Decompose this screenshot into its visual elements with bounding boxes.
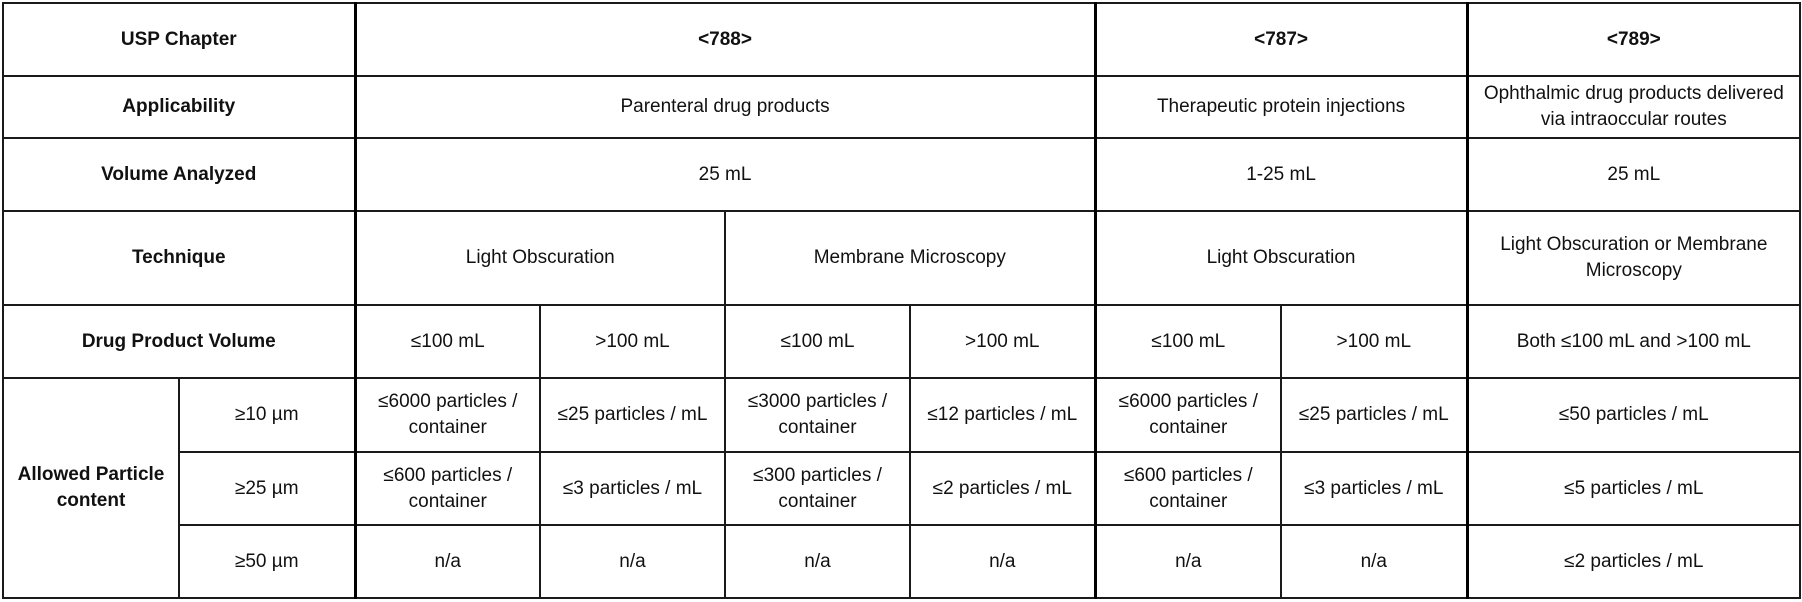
limit-788-lo-le100-10um: ≤6000 particles / container (355, 378, 540, 452)
limit-788-mm-gt100-50um: n/a (910, 525, 1095, 598)
volume-analyzed-789: 25 mL (1467, 138, 1800, 211)
chapter-789: <789> (1467, 3, 1800, 76)
dpv-788-mm-gt100: >100 mL (910, 305, 1095, 378)
limit-788-mm-gt100-10um: ≤12 particles / mL (910, 378, 1095, 452)
technique-788-membrane-microscopy: Membrane Microscopy (725, 211, 1095, 305)
applicability-789: Ophthalmic drug products delivered via intraoccular routes (1467, 76, 1800, 138)
allowed-particle-content-header: Allowed Particle content (3, 378, 179, 598)
particle-row-50um (3, 525, 1800, 598)
limit-787-gt100-10um: ≤25 particles / mL (1281, 378, 1467, 452)
particle-row-10um (3, 378, 1800, 452)
particle-size-10um: ≥10 µm (179, 378, 355, 452)
applicability-header: Applicability (3, 76, 355, 138)
technique-788-light-obscuration: Light Obscuration (355, 211, 725, 305)
volume-analyzed-788: 25 mL (355, 138, 1095, 211)
limit-789-10um: ≤50 particles / mL (1467, 378, 1800, 452)
technique-789: Light Obscuration or Membrane Microscopy (1467, 211, 1800, 305)
drug-product-volume-row (3, 305, 1800, 378)
chapter-788: <788> (355, 3, 1095, 76)
particle-size-50um: ≥50 µm (179, 525, 355, 598)
applicability-788: Parenteral drug products (355, 76, 1095, 138)
limit-788-lo-gt100-10um: ≤25 particles / mL (540, 378, 725, 452)
particle-size-25um: ≥25 µm (179, 452, 355, 525)
dpv-789-both: Both ≤100 mL and >100 mL (1467, 305, 1800, 378)
applicability-row (3, 76, 1800, 138)
usp-particle-limits-table (2, 2, 1801, 599)
limit-787-le100-50um: n/a (1095, 525, 1281, 598)
limit-788-mm-le100-50um: n/a (725, 525, 910, 598)
limit-789-25um: ≤5 particles / mL (1467, 452, 1800, 525)
limit-787-gt100-50um: n/a (1281, 525, 1467, 598)
limit-788-mm-le100-10um: ≤3000 particles / container (725, 378, 910, 452)
dpv-787-le100: ≤100 mL (1095, 305, 1281, 378)
volume-analyzed-787: 1-25 mL (1095, 138, 1467, 211)
dpv-788-mm-le100: ≤100 mL (725, 305, 910, 378)
technique-787-light-obscuration: Light Obscuration (1095, 211, 1467, 305)
particle-row-25um (3, 452, 1800, 525)
dpv-788-lo-le100: ≤100 mL (355, 305, 540, 378)
technique-header: Technique (3, 211, 355, 305)
limit-788-lo-le100-50um: n/a (355, 525, 540, 598)
chapter-787: <787> (1095, 3, 1467, 76)
usp-chapter-row (3, 3, 1800, 76)
applicability-787: Therapeutic protein injections (1095, 76, 1467, 138)
limit-789-50um: ≤2 particles / mL (1467, 525, 1800, 598)
limit-787-le100-25um: ≤600 particles / container (1095, 452, 1281, 525)
limit-787-le100-10um: ≤6000 particles / container (1095, 378, 1281, 452)
dpv-787-gt100: >100 mL (1281, 305, 1467, 378)
volume-analyzed-row (3, 138, 1800, 211)
limit-788-mm-le100-25um: ≤300 particles / container (725, 452, 910, 525)
limit-788-lo-gt100-25um: ≤3 particles / mL (540, 452, 725, 525)
limit-788-lo-le100-25um: ≤600 particles / container (355, 452, 540, 525)
drug-product-volume-header: Drug Product Volume (3, 305, 355, 378)
limit-788-lo-gt100-50um: n/a (540, 525, 725, 598)
limit-787-gt100-25um: ≤3 particles / mL (1281, 452, 1467, 525)
limit-788-mm-gt100-25um: ≤2 particles / mL (910, 452, 1095, 525)
usp-chapter-header: USP Chapter (3, 3, 355, 76)
volume-analyzed-header: Volume Analyzed (3, 138, 355, 211)
dpv-788-lo-gt100: >100 mL (540, 305, 725, 378)
technique-row (3, 211, 1800, 305)
